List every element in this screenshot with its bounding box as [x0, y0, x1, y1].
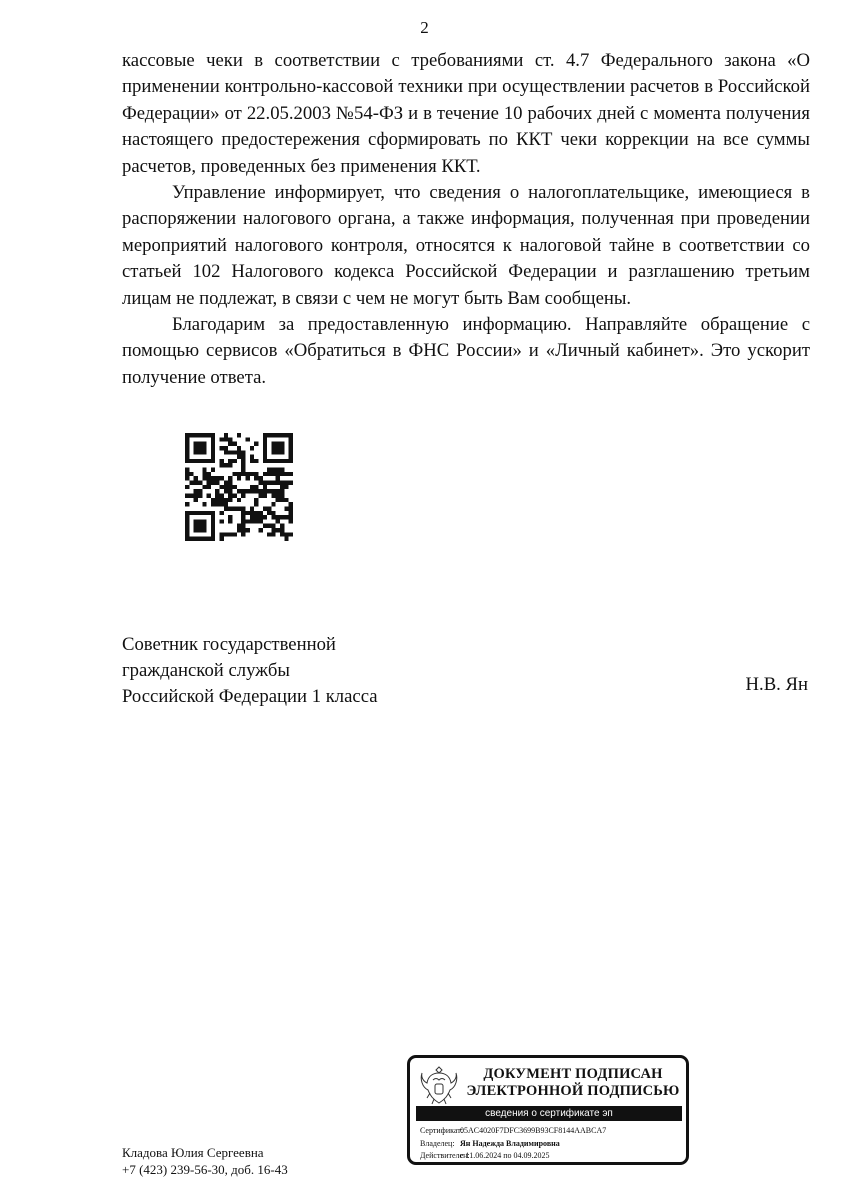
- signer-name: Н.В. Ян: [745, 674, 808, 695]
- position-line-2: гражданской службы: [122, 660, 290, 681]
- certificate-row: [420, 1125, 606, 1138]
- stamp-title: [462, 1066, 684, 1100]
- electronic-signature-stamp: [407, 1055, 689, 1165]
- owner-value: Ян Надежда Владимировна: [460, 1138, 560, 1148]
- stamp-title-line-2: ЭЛЕКТРОННОЙ ПОДПИСЬЮ: [466, 1083, 680, 1099]
- validity-label: Действителен:: [420, 1151, 470, 1160]
- certificate-details: [420, 1125, 606, 1163]
- owner-row: [420, 1138, 606, 1151]
- contact-phone: +7 (423) 239-56-30, доб. 16-43: [122, 1162, 288, 1177]
- validity-value: с 11.06.2024 по 04.09.2025: [460, 1151, 550, 1160]
- certificate-label: Сертификат:: [420, 1126, 463, 1135]
- paragraph-3: Благодарим за предоставленную информацию. Направляйте обращение с помощью сервисов «Обратиться в ФНС России» и «Личный кабинет». Это ускорит получение ответа.: [122, 314, 810, 388]
- owner-label: Владелец:: [420, 1138, 455, 1148]
- position-line-1: Советник государственной: [122, 634, 336, 655]
- state-emblem-icon: [418, 1063, 460, 1107]
- certificate-value: 05AC4020F7DFC3699B93CF8144AABCA7: [460, 1126, 607, 1135]
- stamp-title-line-1: ДОКУМЕНТ ПОДПИСАН: [483, 1066, 663, 1082]
- signature-position: [122, 632, 378, 710]
- paragraph-2: Управление информирует, что сведения о налогоплательщике, имеющиеся в распоряжении налогового органа, а также информация, полученная при проведении мероприятий налогового контроля, относятся к налоговой тайне в соответствии со статьей 102 Налогового кодекса Российской Федерации и разглашению третьим лицам не подлежат, в связи с чем не могут быть Вам сообщены.: [122, 182, 810, 309]
- contact-name: Кладова Юлия Сергеевна: [122, 1145, 264, 1160]
- position-line-3: Российской Федерации 1 класса: [122, 686, 378, 707]
- qr-code-icon: [185, 433, 293, 541]
- page-number: 2: [420, 18, 429, 37]
- contact-block: [122, 1144, 288, 1178]
- letter-body: [122, 48, 810, 391]
- validity-row: [420, 1150, 606, 1163]
- paragraph-1: кассовые чеки в соответствии с требованиями ст. 4.7 Федерального закона «О применении контрольно-кассовой техники при осуществлении расчетов в Российской Федерации» от 22.05.2003 №54-ФЗ и в течение 10 рабочих дней с момента получения настоящего предостережения сформировать по ККТ чеки коррекции на все суммы расчетов, проведенных без применения ККТ.: [122, 50, 810, 177]
- certificate-info-bar: сведения о сертификате эп: [416, 1106, 682, 1121]
